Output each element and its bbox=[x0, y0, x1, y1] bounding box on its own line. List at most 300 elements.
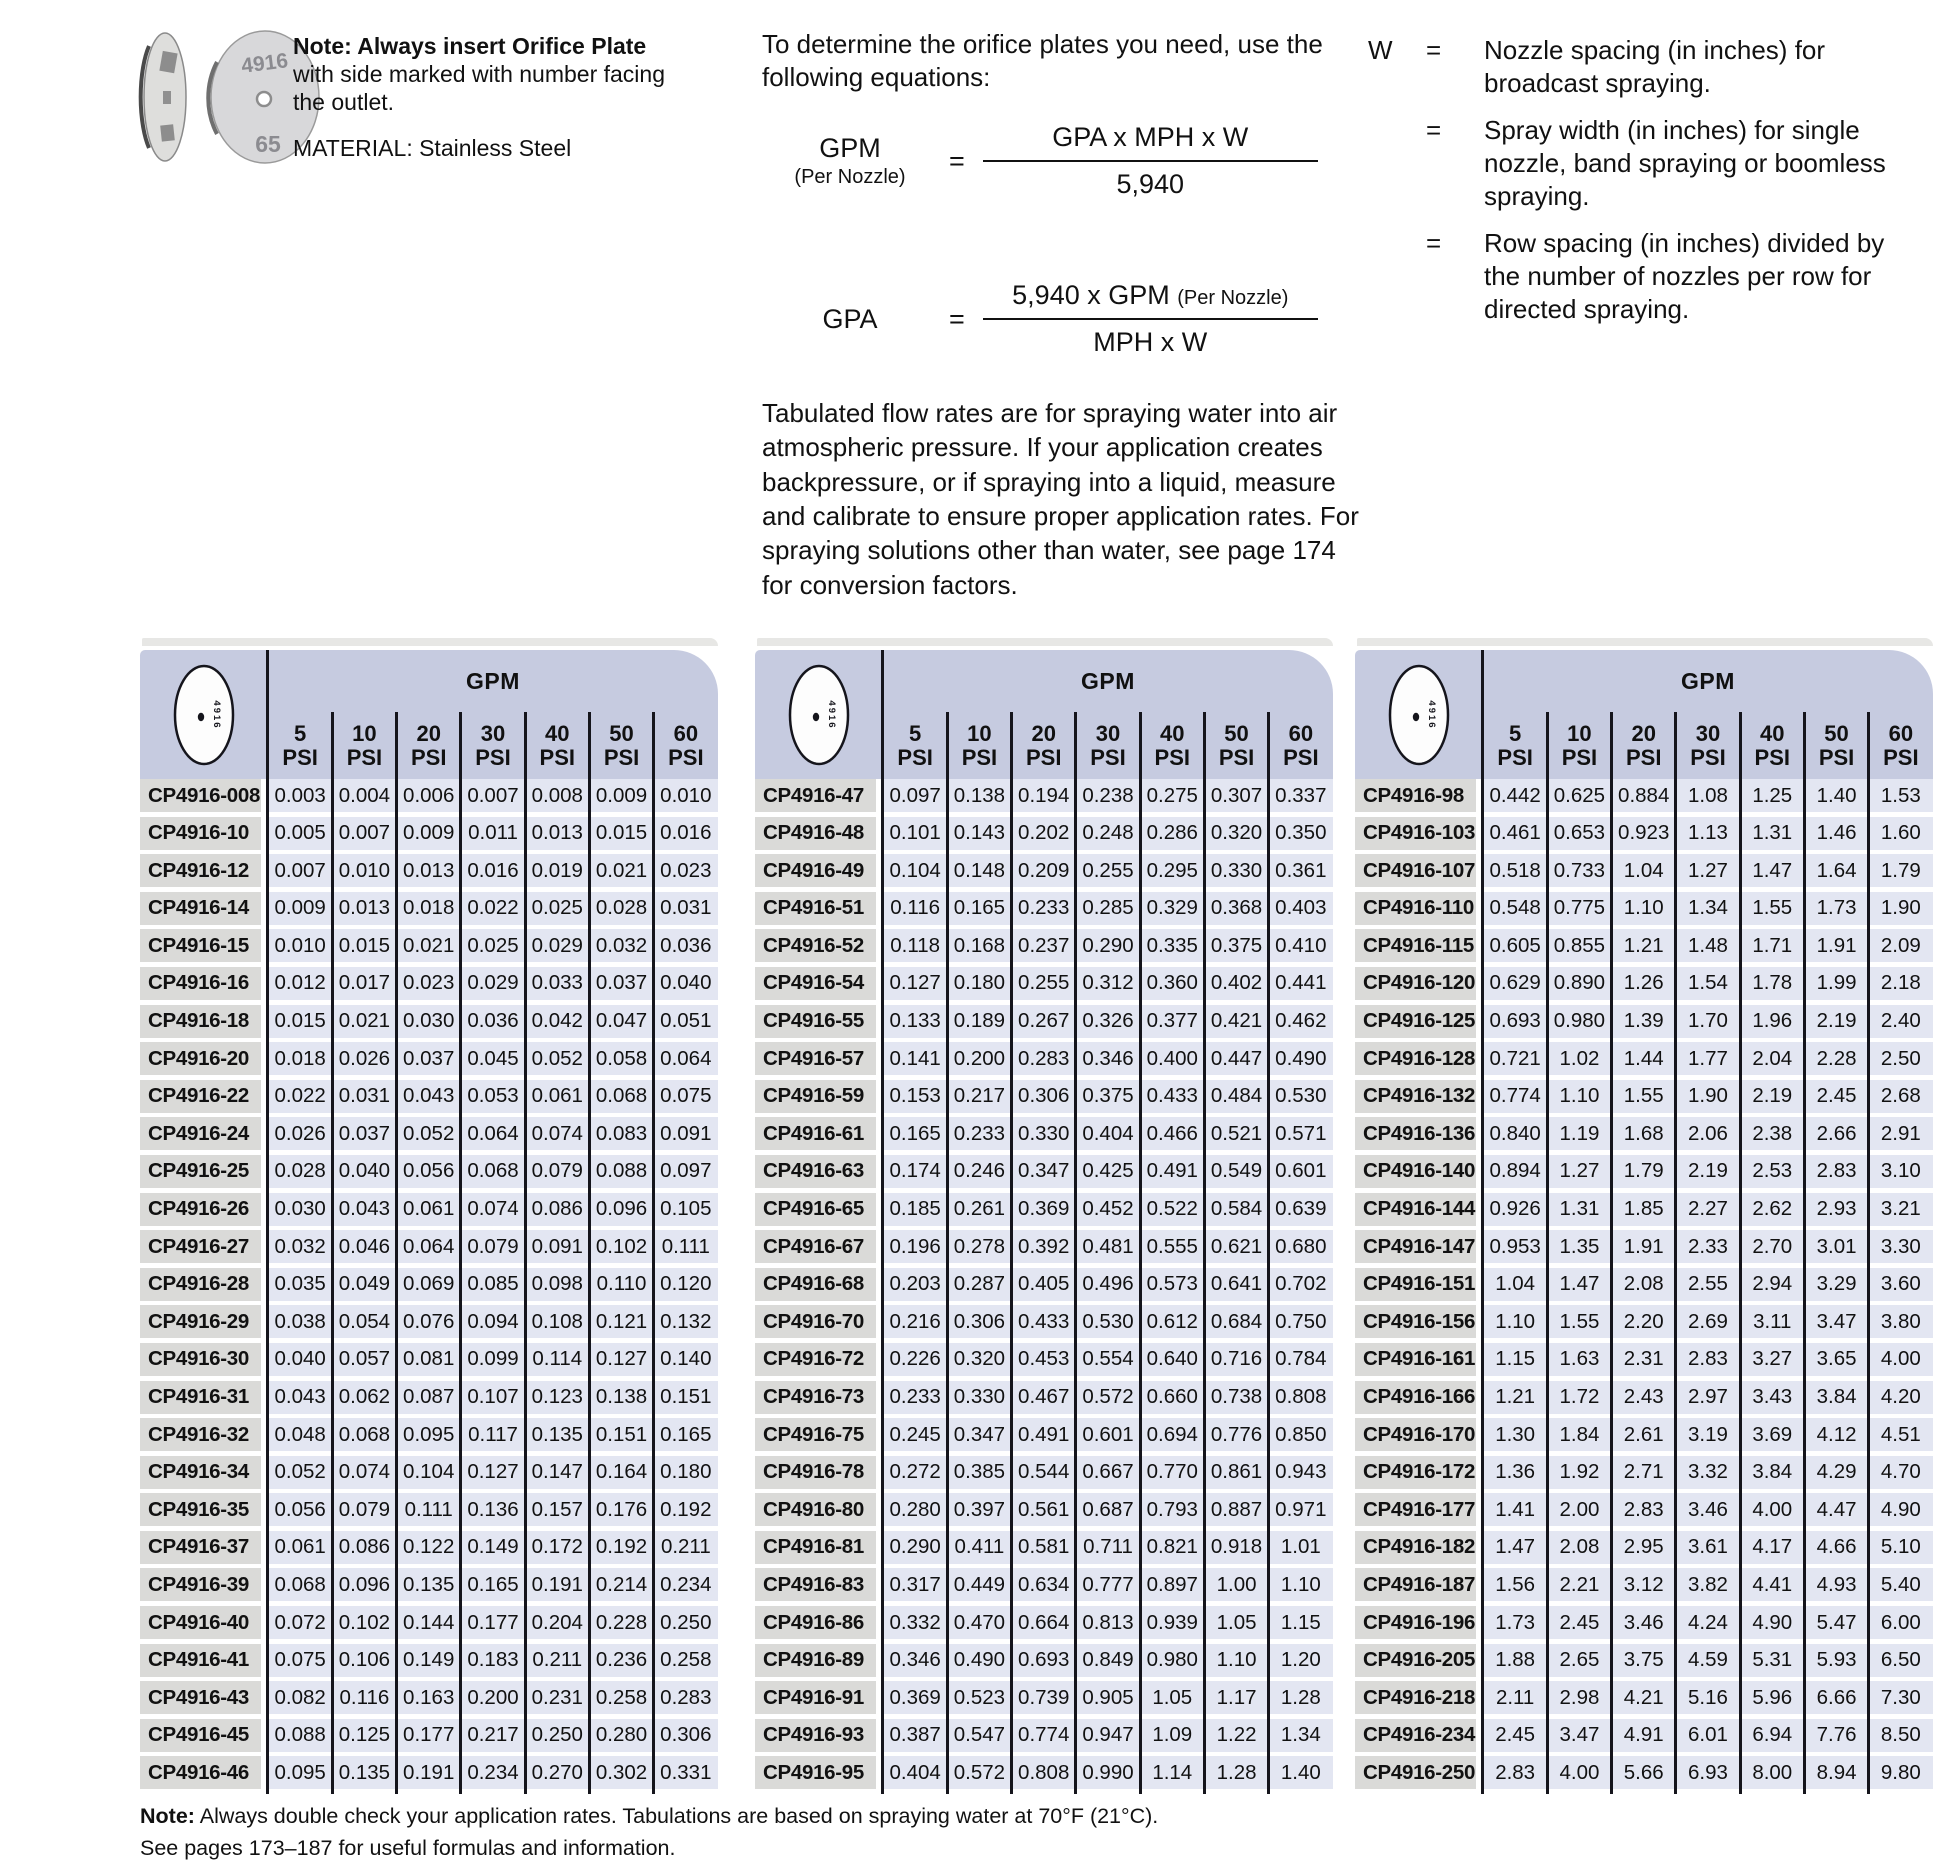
table-row bbox=[755, 1456, 1333, 1494]
table-row bbox=[140, 929, 718, 967]
gpm-value-cell: 1.48 bbox=[1676, 929, 1740, 962]
gpm-value-cell: 0.111 bbox=[397, 1493, 461, 1526]
table-row bbox=[1355, 1456, 1933, 1494]
gpm-value-cell: 1.27 bbox=[1547, 1155, 1611, 1188]
gpm-denominator: 5,940 bbox=[1116, 169, 1185, 199]
gpm-value-cell: 1.64 bbox=[1804, 854, 1868, 887]
model-number-cell: CP4916-22 bbox=[140, 1080, 261, 1113]
gpm-value-cell: 2.09 bbox=[1869, 929, 1933, 962]
gpm-value-cell: 3.84 bbox=[1804, 1381, 1868, 1414]
gpm-value-cell: 0.091 bbox=[525, 1230, 589, 1263]
column-divider bbox=[1610, 712, 1613, 1794]
gpm-value-cell: 0.286 bbox=[1140, 817, 1204, 850]
gpm-value-cell: 1.04 bbox=[1612, 854, 1676, 887]
gpm-value-cell: 0.481 bbox=[1076, 1230, 1140, 1263]
gpm-value-cell: 3.11 bbox=[1740, 1305, 1804, 1338]
gpm-value-cell: 0.855 bbox=[1547, 929, 1611, 962]
model-number-cell: CP4916-125 bbox=[1355, 1005, 1476, 1038]
gpm-value-cell: 2.62 bbox=[1740, 1193, 1804, 1226]
table-row bbox=[755, 1042, 1333, 1080]
gpm-value-cell: 0.036 bbox=[654, 929, 718, 962]
table-row bbox=[1355, 1719, 1933, 1757]
gpm-value-cell: 0.144 bbox=[397, 1606, 461, 1639]
gpm-value-cell: 1.40 bbox=[1269, 1756, 1333, 1789]
flow-table-2 bbox=[755, 650, 1333, 1800]
model-number-cell: CP4916-54 bbox=[755, 967, 876, 1000]
gpm-value-cell: 0.021 bbox=[332, 1005, 396, 1038]
gpm-value-cell: 0.117 bbox=[461, 1418, 525, 1451]
gpm-value-cell: 0.884 bbox=[1612, 779, 1676, 812]
gpm-value-cell: 1.04 bbox=[1483, 1268, 1547, 1301]
gpm-value-cell: 0.010 bbox=[268, 929, 332, 962]
gpm-value-cell: 5.40 bbox=[1869, 1568, 1933, 1601]
gpm-value-cell: 4.90 bbox=[1740, 1606, 1804, 1639]
gpm-value-cell: 8.94 bbox=[1804, 1756, 1868, 1789]
gpm-value-cell: 0.287 bbox=[947, 1268, 1011, 1301]
gpm-value-cell: 1.14 bbox=[1140, 1756, 1204, 1789]
gpm-value-cell: 0.775 bbox=[1547, 892, 1611, 925]
gpm-value-cell: 0.036 bbox=[461, 1005, 525, 1038]
gpm-value-cell: 0.165 bbox=[947, 892, 1011, 925]
gpm-value-cell: 0.233 bbox=[947, 1117, 1011, 1150]
gpm-value-cell: 0.030 bbox=[397, 1005, 461, 1038]
gpm-value-cell: 0.028 bbox=[589, 892, 653, 925]
gpm-value-cell: 0.621 bbox=[1204, 1230, 1268, 1263]
psi-column-header: 30 PSI bbox=[1690, 720, 1726, 770]
gpm-value-cell: 0.192 bbox=[589, 1531, 653, 1564]
model-number-cell: CP4916-61 bbox=[755, 1117, 876, 1150]
table-row bbox=[1355, 854, 1933, 892]
table-header bbox=[140, 650, 718, 779]
table-row bbox=[140, 1080, 718, 1118]
gpm-value-cell: 2.70 bbox=[1740, 1230, 1804, 1263]
gpm-value-cell: 9.80 bbox=[1869, 1756, 1933, 1789]
gpm-value-cell: 0.079 bbox=[525, 1155, 589, 1188]
gpm-value-cell: 3.80 bbox=[1869, 1305, 1933, 1338]
footer-note-line2: See pages 173–187 for useful formulas and information. bbox=[140, 1836, 676, 1861]
gpm-value-cell: 0.189 bbox=[947, 1005, 1011, 1038]
gpm-value-cell: 0.784 bbox=[1269, 1343, 1333, 1376]
gpm-value-cell: 1.73 bbox=[1804, 892, 1868, 925]
gpm-value-cell: 0.572 bbox=[947, 1756, 1011, 1789]
gpm-numerator: GPA x MPH x W bbox=[983, 122, 1318, 162]
gpm-value-cell: 3.43 bbox=[1740, 1381, 1804, 1414]
table-row bbox=[1355, 1531, 1933, 1569]
model-number-cell: CP4916-18 bbox=[140, 1005, 261, 1038]
gpm-value-cell: 0.990 bbox=[1076, 1756, 1140, 1789]
table-row bbox=[140, 1230, 718, 1268]
insert-note-text bbox=[293, 32, 675, 116]
gpm-value-cell: 1.36 bbox=[1483, 1456, 1547, 1489]
gpm-value-cell: 0.009 bbox=[268, 892, 332, 925]
gpm-label: GPM bbox=[819, 133, 881, 163]
gpm-value-cell: 6.01 bbox=[1676, 1719, 1740, 1752]
gpm-value-cell: 1.30 bbox=[1483, 1418, 1547, 1451]
gpm-value-cell: 0.306 bbox=[947, 1305, 1011, 1338]
psi-column-header: 50 PSI bbox=[1218, 720, 1255, 770]
gpm-value-cell: 0.330 bbox=[947, 1381, 1011, 1414]
equals-sign: = bbox=[1426, 115, 1442, 146]
table-row bbox=[1355, 929, 1933, 967]
gpm-value-cell: 0.894 bbox=[1483, 1155, 1547, 1188]
gpm-value-cell: 0.317 bbox=[883, 1568, 947, 1601]
gpm-value-cell: 0.233 bbox=[883, 1381, 947, 1414]
table-row bbox=[755, 1719, 1333, 1757]
gpm-value-cell: 0.194 bbox=[1012, 779, 1076, 812]
equals-sign: = bbox=[1426, 228, 1442, 259]
gpm-value-cell: 0.234 bbox=[654, 1568, 718, 1601]
plate-icon-label: 4916 bbox=[826, 699, 837, 730]
gpm-value-cell: 0.716 bbox=[1204, 1343, 1268, 1376]
model-number-cell: CP4916-187 bbox=[1355, 1568, 1476, 1601]
gpm-value-cell: 0.096 bbox=[332, 1568, 396, 1601]
gpm-value-cell: 0.176 bbox=[589, 1493, 653, 1526]
column-divider bbox=[1010, 712, 1013, 1794]
gpm-value-cell: 0.013 bbox=[397, 854, 461, 887]
gpm-value-cell: 4.24 bbox=[1676, 1606, 1740, 1639]
gpm-value-cell: 0.275 bbox=[1140, 779, 1204, 812]
table-row bbox=[755, 1381, 1333, 1419]
gpm-value-cell: 0.015 bbox=[268, 1005, 332, 1038]
footer-note-text: Always double check your application rates. Tabulations are based on spraying water at 70°F (21°C). bbox=[194, 1804, 1159, 1828]
gpm-value-cell: 3.75 bbox=[1612, 1644, 1676, 1677]
gpm-value-cell: 4.29 bbox=[1804, 1456, 1868, 1489]
gpm-value-cell: 0.548 bbox=[1483, 892, 1547, 925]
gpm-value-cell: 3.29 bbox=[1804, 1268, 1868, 1301]
w-definition-text: Nozzle spacing (in inches) for broadcast spraying. bbox=[1484, 35, 1826, 99]
model-number-cell: CP4916-47 bbox=[755, 779, 876, 812]
gpm-value-cell: 1.70 bbox=[1676, 1005, 1740, 1038]
gpm-value-cell: 0.031 bbox=[332, 1080, 396, 1113]
model-number-cell: CP4916-48 bbox=[755, 817, 876, 850]
gpm-value-cell: 0.040 bbox=[268, 1343, 332, 1376]
gpm-value-cell: 0.097 bbox=[654, 1155, 718, 1188]
gpm-value-cell: 1.34 bbox=[1676, 892, 1740, 925]
model-number-cell: CP4916-177 bbox=[1355, 1493, 1476, 1526]
gpm-value-cell: 0.258 bbox=[654, 1644, 718, 1677]
model-number-cell: CP4916-12 bbox=[140, 854, 261, 887]
table-top-strip bbox=[142, 638, 718, 646]
gpm-value-cell: 0.491 bbox=[1012, 1418, 1076, 1451]
gpm-value-cell: 1.31 bbox=[1740, 817, 1804, 850]
gpm-value-cell: 0.813 bbox=[1076, 1606, 1140, 1639]
psi-column-header: 40 PSI bbox=[539, 720, 575, 770]
model-number-cell: CP4916-25 bbox=[140, 1155, 261, 1188]
gpm-value-cell: 0.278 bbox=[947, 1230, 1011, 1263]
gpm-value-cell: 0.136 bbox=[461, 1493, 525, 1526]
gpm-value-cell: 0.433 bbox=[1140, 1080, 1204, 1113]
w-symbol: W bbox=[1368, 35, 1393, 65]
gpm-value-cell: 4.66 bbox=[1804, 1531, 1868, 1564]
gpm-value-cell: 0.191 bbox=[525, 1568, 589, 1601]
model-number-cell: CP4916-172 bbox=[1355, 1456, 1476, 1489]
gpm-value-cell: 0.074 bbox=[332, 1456, 396, 1489]
gpm-value-cell: 2.83 bbox=[1483, 1756, 1547, 1789]
gpm-value-cell: 0.226 bbox=[883, 1343, 947, 1376]
gpm-value-cell: 0.283 bbox=[1012, 1042, 1076, 1075]
gpm-value-cell: 0.012 bbox=[268, 967, 332, 1000]
gpm-value-cell: 2.93 bbox=[1804, 1193, 1868, 1226]
model-number-cell: CP4916-008 bbox=[140, 779, 261, 812]
footer-note bbox=[140, 1800, 1540, 1865]
gpm-value-cell: 1.09 bbox=[1140, 1719, 1204, 1752]
gpm-value-cell: 3.46 bbox=[1612, 1606, 1676, 1639]
gpm-value-cell: 0.330 bbox=[1012, 1117, 1076, 1150]
gpm-value-cell: 0.057 bbox=[332, 1343, 396, 1376]
gpm-value-cell: 0.116 bbox=[332, 1681, 396, 1714]
gpm-value-cell: 0.634 bbox=[1012, 1568, 1076, 1601]
gpm-value-cell: 0.009 bbox=[397, 817, 461, 850]
gpm-value-cell: 0.056 bbox=[268, 1493, 332, 1526]
flow-table-1 bbox=[140, 650, 718, 1800]
gpm-value-cell: 1.92 bbox=[1547, 1456, 1611, 1489]
gpm-value-cell: 0.053 bbox=[461, 1080, 525, 1113]
table-row bbox=[140, 854, 718, 892]
gpm-value-cell: 1.13 bbox=[1676, 817, 1740, 850]
gpm-value-cell: 0.038 bbox=[268, 1305, 332, 1338]
gpm-value-cell: 0.601 bbox=[1269, 1155, 1333, 1188]
gpm-value-cell: 0.052 bbox=[525, 1042, 589, 1075]
gpm-value-cell: 0.561 bbox=[1012, 1493, 1076, 1526]
gpm-value-cell: 0.377 bbox=[1140, 1005, 1204, 1038]
gpm-value-cell: 0.074 bbox=[461, 1193, 525, 1226]
gpm-value-cell: 2.97 bbox=[1676, 1381, 1740, 1414]
gpm-value-cell: 0.138 bbox=[947, 779, 1011, 812]
gpm-value-cell: 0.385 bbox=[947, 1456, 1011, 1489]
gpm-value-cell: 0.052 bbox=[268, 1456, 332, 1489]
gpm-value-cell: 0.640 bbox=[1140, 1343, 1204, 1376]
table-row bbox=[755, 817, 1333, 855]
table-row bbox=[140, 967, 718, 1005]
table-row bbox=[140, 1493, 718, 1531]
gpm-value-cell: 0.075 bbox=[654, 1080, 718, 1113]
gpm-value-cell: 0.693 bbox=[1012, 1644, 1076, 1677]
model-number-cell: CP4916-140 bbox=[1355, 1155, 1476, 1188]
table-row bbox=[140, 817, 718, 855]
gpm-value-cell: 0.029 bbox=[461, 967, 525, 1000]
psi-column-header: 5 PSI bbox=[1497, 720, 1533, 770]
gpm-value-cell: 0.346 bbox=[883, 1644, 947, 1677]
gpm-value-cell: 1.73 bbox=[1483, 1606, 1547, 1639]
gpm-value-cell: 0.006 bbox=[397, 779, 461, 812]
model-number-cell: CP4916-81 bbox=[755, 1531, 876, 1564]
gpm-value-cell: 0.108 bbox=[525, 1305, 589, 1338]
gpm-value-cell: 0.052 bbox=[397, 1117, 461, 1150]
psi-column-header: 50 PSI bbox=[603, 720, 640, 770]
plate-side-view bbox=[141, 33, 186, 161]
gpm-value-cell: 0.721 bbox=[1483, 1042, 1547, 1075]
gpm-value-cell: 0.523 bbox=[947, 1681, 1011, 1714]
gpm-value-cell: 2.45 bbox=[1804, 1080, 1868, 1113]
model-number-cell: CP4916-63 bbox=[755, 1155, 876, 1188]
gpm-value-cell: 3.60 bbox=[1869, 1268, 1933, 1301]
table-row bbox=[140, 1456, 718, 1494]
gpm-value-cell: 0.660 bbox=[1140, 1381, 1204, 1414]
insert-note bbox=[293, 32, 675, 162]
gpm-value-cell: 0.369 bbox=[1012, 1193, 1076, 1226]
column-divider bbox=[588, 712, 591, 1794]
gpm-value-cell: 2.69 bbox=[1676, 1305, 1740, 1338]
gpm-value-cell: 0.840 bbox=[1483, 1117, 1547, 1150]
gpm-value-cell: 0.127 bbox=[589, 1343, 653, 1376]
table-top-strip bbox=[757, 638, 1333, 646]
gpm-column-group-header: GPM bbox=[1681, 667, 1735, 694]
column-divider bbox=[1739, 712, 1742, 1794]
gpm-value-cell: 0.047 bbox=[589, 1005, 653, 1038]
psi-header-row bbox=[883, 712, 1333, 779]
gpm-value-cell: 0.258 bbox=[589, 1681, 653, 1714]
gpm-value-cell: 4.20 bbox=[1869, 1381, 1933, 1414]
gpm-value-cell: 0.684 bbox=[1204, 1305, 1268, 1338]
table-row bbox=[140, 1305, 718, 1343]
gpm-value-cell: 0.467 bbox=[1012, 1381, 1076, 1414]
gpm-value-cell: 0.971 bbox=[1269, 1493, 1333, 1526]
psi-column-header: 60 PSI bbox=[1283, 720, 1319, 770]
gpm-value-cell: 0.135 bbox=[525, 1418, 589, 1451]
gpm-value-cell: 0.007 bbox=[461, 779, 525, 812]
model-number-cell: CP4916-128 bbox=[1355, 1042, 1476, 1075]
gpm-value-cell: 1.28 bbox=[1269, 1681, 1333, 1714]
gpm-value-cell: 0.068 bbox=[461, 1155, 525, 1188]
gpm-value-cell: 4.21 bbox=[1612, 1681, 1676, 1714]
gpm-value-cell: 0.330 bbox=[1204, 854, 1268, 887]
gpm-value-cell: 1.05 bbox=[1140, 1681, 1204, 1714]
psi-header-row bbox=[268, 712, 718, 779]
gpm-value-cell: 0.180 bbox=[947, 967, 1011, 1000]
gpm-value-cell: 0.808 bbox=[1269, 1381, 1333, 1414]
gpm-value-cell: 0.009 bbox=[589, 779, 653, 812]
gpm-value-cell: 0.135 bbox=[397, 1568, 461, 1601]
psi-column-header: 10 PSI bbox=[346, 720, 383, 770]
gpm-value-cell: 0.228 bbox=[589, 1606, 653, 1639]
gpm-value-cell: 0.058 bbox=[589, 1042, 653, 1075]
w-definition-text: Spray width (in inches) for single nozzle, band spraying or boomless spraying. bbox=[1484, 115, 1886, 212]
table-row bbox=[140, 1681, 718, 1719]
gpm-value-cell: 0.693 bbox=[1483, 1005, 1547, 1038]
psi-column-header: 10 PSI bbox=[1561, 720, 1598, 770]
orifice-plate-icon bbox=[755, 650, 883, 779]
gpm-value-cell: 2.68 bbox=[1869, 1080, 1933, 1113]
gpm-value-cell: 0.196 bbox=[883, 1230, 947, 1263]
model-number-cell: CP4916-34 bbox=[140, 1456, 261, 1489]
gpm-value-cell: 0.031 bbox=[654, 892, 718, 925]
gpm-value-cell: 1.47 bbox=[1483, 1531, 1547, 1564]
gpm-value-cell: 0.004 bbox=[332, 779, 396, 812]
gpm-value-cell: 0.808 bbox=[1012, 1756, 1076, 1789]
gpm-value-cell: 0.250 bbox=[525, 1719, 589, 1752]
gpm-value-cell: 1.55 bbox=[1547, 1305, 1611, 1338]
gpm-value-cell: 2.94 bbox=[1740, 1268, 1804, 1301]
model-number-cell: CP4916-98 bbox=[1355, 779, 1476, 812]
gpm-value-cell: 0.346 bbox=[1076, 1042, 1140, 1075]
gpm-value-cell: 2.91 bbox=[1869, 1117, 1933, 1150]
model-number-cell: CP4916-67 bbox=[755, 1230, 876, 1263]
gpm-value-cell: 1.79 bbox=[1612, 1155, 1676, 1188]
table-row bbox=[140, 1568, 718, 1606]
gpm-value-cell: 0.653 bbox=[1547, 817, 1611, 850]
gpm-value-cell: 0.491 bbox=[1140, 1155, 1204, 1188]
gpm-value-cell: 0.102 bbox=[589, 1230, 653, 1263]
table-row bbox=[140, 1117, 718, 1155]
gpm-value-cell: 3.12 bbox=[1612, 1568, 1676, 1601]
gpm-value-cell: 0.411 bbox=[947, 1531, 1011, 1564]
gpm-value-cell: 0.051 bbox=[654, 1005, 718, 1038]
table-row bbox=[1355, 817, 1933, 855]
model-number-cell: CP4916-29 bbox=[140, 1305, 261, 1338]
gpm-value-cell: 0.360 bbox=[1140, 967, 1204, 1000]
gpm-value-cell: 2.45 bbox=[1483, 1719, 1547, 1752]
gpm-value-cell: 0.255 bbox=[1076, 854, 1140, 887]
gpm-value-cell: 0.777 bbox=[1076, 1568, 1140, 1601]
gpm-value-cell: 0.013 bbox=[525, 817, 589, 850]
gpm-value-cell: 0.122 bbox=[397, 1531, 461, 1564]
gpm-value-cell: 0.148 bbox=[947, 854, 1011, 887]
model-number-cell: CP4916-24 bbox=[140, 1117, 261, 1150]
table-row bbox=[140, 1418, 718, 1456]
gpm-value-cell: 0.320 bbox=[947, 1343, 1011, 1376]
gpm-value-cell: 0.943 bbox=[1269, 1456, 1333, 1489]
gpm-value-cell: 4.17 bbox=[1740, 1531, 1804, 1564]
gpm-value-cell: 1.22 bbox=[1204, 1719, 1268, 1752]
gpm-value-cell: 0.307 bbox=[1204, 779, 1268, 812]
table-row bbox=[755, 779, 1333, 817]
gpm-value-cell: 0.061 bbox=[525, 1080, 589, 1113]
table-row bbox=[140, 892, 718, 930]
gpm-value-cell: 0.770 bbox=[1140, 1456, 1204, 1489]
gpm-value-cell: 0.120 bbox=[654, 1268, 718, 1301]
gpm-value-cell: 0.017 bbox=[332, 967, 396, 1000]
column-divider bbox=[1074, 712, 1077, 1794]
gpm-value-cell: 0.054 bbox=[332, 1305, 396, 1338]
gpm-value-cell: 0.085 bbox=[461, 1268, 525, 1301]
table-row bbox=[1355, 1644, 1933, 1682]
gpm-value-cell: 0.521 bbox=[1204, 1117, 1268, 1150]
gpm-value-cell: 0.233 bbox=[1012, 892, 1076, 925]
gpm-value-cell: 1.02 bbox=[1547, 1042, 1611, 1075]
gpm-value-cell: 0.738 bbox=[1204, 1381, 1268, 1414]
gpm-value-cell: 0.007 bbox=[332, 817, 396, 850]
gpm-value-cell: 1.10 bbox=[1204, 1644, 1268, 1677]
gpm-value-cell: 1.63 bbox=[1547, 1343, 1611, 1376]
gpm-value-cell: 0.776 bbox=[1204, 1418, 1268, 1451]
gpm-value-cell: 0.850 bbox=[1269, 1418, 1333, 1451]
gpm-value-cell: 0.667 bbox=[1076, 1456, 1140, 1489]
gpm-value-cell: 0.612 bbox=[1140, 1305, 1204, 1338]
gpm-value-cell: 0.664 bbox=[1012, 1606, 1076, 1639]
gpm-value-cell: 2.18 bbox=[1869, 967, 1933, 1000]
table-row bbox=[755, 1343, 1333, 1381]
gpm-value-cell: 0.433 bbox=[1012, 1305, 1076, 1338]
gpm-value-cell: 2.38 bbox=[1740, 1117, 1804, 1150]
gpa-equation-lhs bbox=[775, 304, 925, 335]
gpm-value-cell: 0.522 bbox=[1140, 1193, 1204, 1226]
table-row bbox=[1355, 1042, 1933, 1080]
gpa-label: GPA bbox=[822, 303, 878, 334]
gpm-value-cell: 1.96 bbox=[1740, 1005, 1804, 1038]
gpm-value-cell: 1.99 bbox=[1804, 967, 1868, 1000]
gpm-value-cell: 0.010 bbox=[332, 854, 396, 887]
gpm-value-cell: 3.84 bbox=[1740, 1456, 1804, 1489]
gpm-value-cell: 0.402 bbox=[1204, 967, 1268, 1000]
equals-sign: = bbox=[949, 303, 965, 334]
gpm-value-cell: 7.30 bbox=[1869, 1681, 1933, 1714]
gpm-value-cell: 0.236 bbox=[589, 1644, 653, 1677]
gpm-value-cell: 4.41 bbox=[1740, 1568, 1804, 1601]
gpm-value-cell: 0.048 bbox=[268, 1418, 332, 1451]
gpm-value-cell: 0.023 bbox=[397, 967, 461, 1000]
gpm-value-cell: 2.06 bbox=[1676, 1117, 1740, 1150]
gpm-value-cell: 1.20 bbox=[1269, 1644, 1333, 1677]
